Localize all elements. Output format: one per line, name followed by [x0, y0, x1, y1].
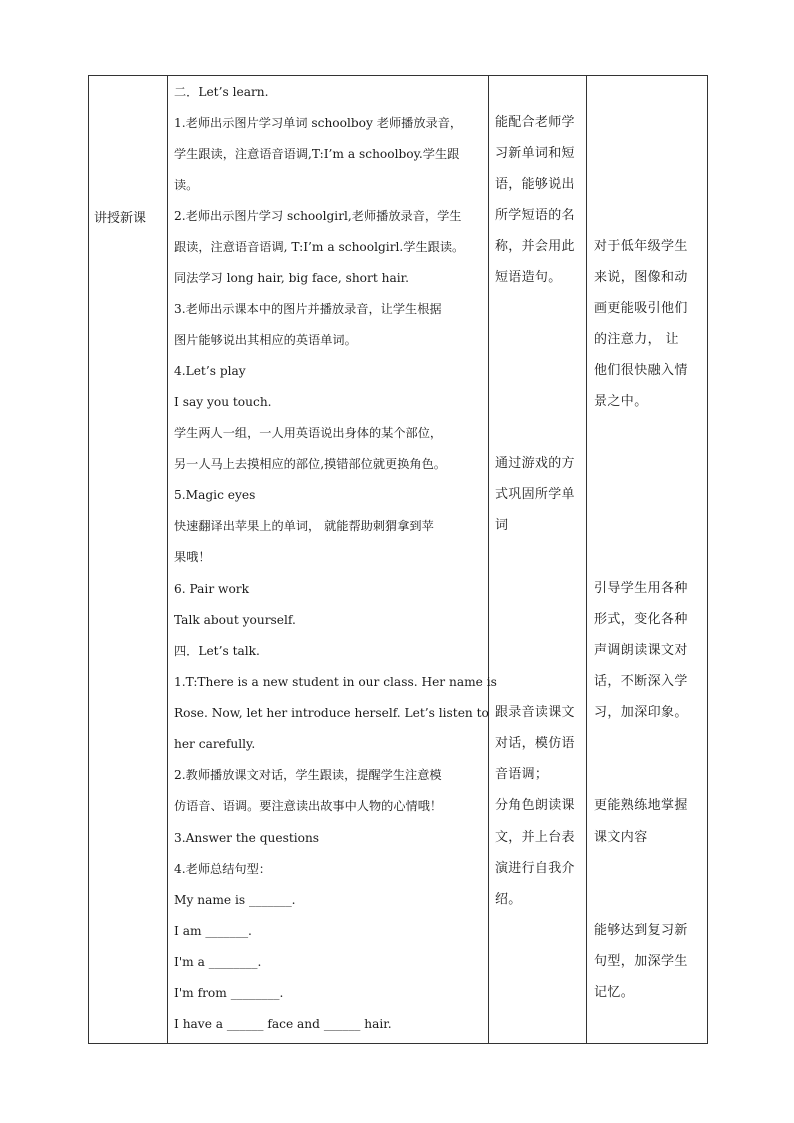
teaching-process-line: Talk about yourself.: [174, 613, 296, 627]
lesson-plan-table: [88, 75, 708, 1044]
teaching-process-line: 另一人马上去摸相应的部位,摸错部位就更换角色。: [174, 457, 446, 471]
teaching-process-line: I'm from ________.: [174, 986, 284, 1000]
student-activity-line: 分角色朗读课: [495, 798, 575, 813]
teaching-process-line: 2.老师出示图片学习 schoolgirl,老师播放录音，学生: [174, 209, 462, 223]
student-activity-line: 词: [495, 518, 509, 533]
student-activity-cell: [489, 76, 587, 1044]
design-intent-line: 句型，加深学生: [594, 954, 688, 969]
teaching-process-line: 果哦！: [174, 550, 211, 564]
student-activity-line: 能配合老师学: [495, 115, 575, 130]
design-intent-line: 的注意力， 让: [594, 332, 679, 347]
design-intent-cell: [587, 76, 708, 1044]
design-intent-line: 课文内容: [594, 830, 648, 845]
design-intent-line: 形式，变化各种: [594, 612, 688, 627]
student-activity-line: 习新单词和短: [495, 146, 575, 161]
design-intent-line: 画更能吸引他们: [594, 301, 688, 316]
design-intent-line: 能够达到复习新: [594, 923, 688, 938]
teaching-process-line: 跟读，注意语音语调, T:I’m a schoolgirl.学生跟读。: [174, 240, 465, 254]
stage-label: 讲授新课: [94, 211, 147, 226]
design-intent-line: 声调朗读课文对: [594, 643, 688, 658]
student-activity-line: 对话，模仿语: [495, 736, 575, 751]
teaching-process-line: her carefully.: [174, 737, 256, 751]
teaching-process-line: 仿语音、语调。要注意读出故事中人物的心情哦！: [174, 799, 443, 813]
teaching-process-line: I say you touch.: [174, 395, 272, 409]
student-activity-line: 通过游戏的方: [495, 456, 575, 471]
teaching-process-line: 图片能够说出其相应的英语单词。: [174, 333, 357, 347]
student-activity-line: 文，并上台表: [495, 830, 575, 845]
teaching-process-line: Rose. Now, let her introduce herself. Let’s listen to: [174, 706, 489, 720]
teaching-process-line: 学生两人一组，一人用英语说出身体的某个部位，: [174, 426, 443, 440]
teaching-process-line: 1.T:There is a new student in our class. Her name is: [174, 675, 497, 689]
student-activity-line: 演进行自我介: [495, 861, 575, 876]
teaching-process-line: 3.Answer the questions: [174, 831, 320, 845]
student-activity-line: 所学短语的名: [495, 208, 575, 223]
teaching-process-line: I am _______.: [174, 924, 252, 938]
design-intent-line: 来说，图像和动: [594, 270, 688, 285]
student-activity-line: 绍。: [495, 892, 522, 907]
student-activity-line: 语，能够说出: [495, 177, 575, 192]
teaching-process-line: 四．Let’s talk.: [174, 644, 260, 658]
teaching-process-line: 快速翻译出苹果上的单词， 就能帮助刺猬拿到苹: [174, 519, 434, 533]
teaching-process-line: 5.Magic eyes: [174, 488, 256, 502]
teaching-process-line: 读。: [174, 178, 199, 192]
table-row: [89, 76, 708, 1044]
teaching-process-line: 学生跟读，注意语音语调,T:I’m a schoolboy.学生跟: [174, 147, 460, 161]
teaching-process-line: 4.Let’s play: [174, 364, 246, 378]
teaching-process-line: 2.教师播放课文对话，学生跟读，提醒学生注意模: [174, 768, 442, 782]
design-intent-line: 习，加深印象。: [594, 705, 688, 720]
teaching-process-line: 二．Let’s learn.: [174, 85, 269, 99]
teaching-process-line: 同法学习 long hair, big face, short hair.: [174, 271, 409, 285]
teaching-process-line: I'm a ________.: [174, 955, 262, 969]
teaching-process-line: 4.老师总结句型：: [174, 862, 271, 876]
student-activity-line: 音语调；: [495, 767, 549, 782]
design-intent-line: 记忆。: [594, 985, 635, 1000]
student-activity-line: 称，并会用此: [495, 239, 575, 254]
design-intent-line: 景之中。: [594, 394, 648, 409]
design-intent-line: 话，不断深入学: [594, 674, 688, 689]
design-intent-line: 更能熟练地掌握: [594, 798, 688, 813]
design-intent-line: 他们很快融入情: [594, 363, 688, 378]
student-activity-line: 式巩固所学单: [495, 487, 575, 502]
teaching-process-cell: [168, 76, 497, 1044]
teaching-process-line: My name is _______.: [174, 893, 296, 907]
teaching-process-line: 6. Pair work: [174, 582, 249, 596]
teaching-process-line: I have a ______ face and ______ hair.: [174, 1017, 392, 1031]
design-intent-line: 引导学生用各种: [594, 581, 688, 596]
student-activity-line: 短语造句。: [495, 270, 562, 285]
student-activity-line: 跟录音读课文: [495, 705, 575, 720]
design-intent-line: 对于低年级学生: [594, 239, 688, 254]
teaching-process-line: 3.老师出示课本中的图片并播放录音，让学生根据: [174, 302, 442, 316]
stage-cell: [89, 76, 168, 1044]
teaching-process-line: 1.老师出示图片学习单词 schoolboy 老师播放录音，: [174, 116, 463, 130]
